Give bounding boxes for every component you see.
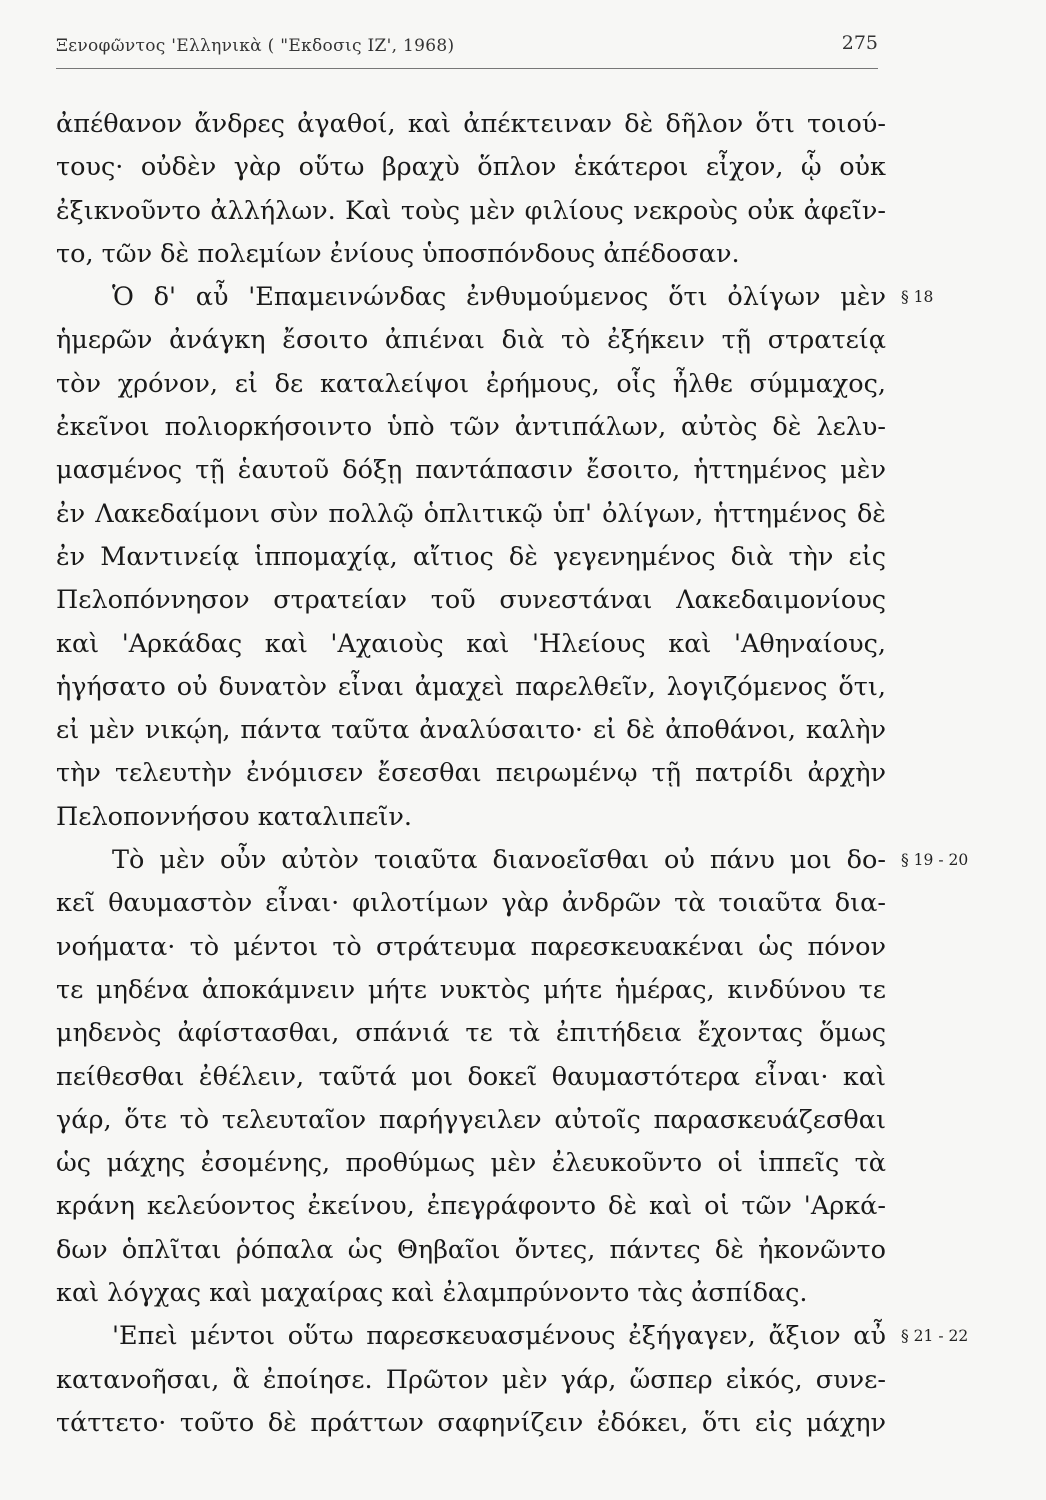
line-text: πείθεσθαι ἐθέλειν, ταῦτά μοι δοκεῖ θαυμαστότερα εἶναι· καὶ [56, 1061, 886, 1092]
text-line [56, 1229, 896, 1272]
line-text: τους· οὐδὲν γὰρ οὕτω βραχὺ ὅπλον ἑκάτεροι εἶχον, ᾧ οὐκ [56, 152, 886, 183]
text-line [56, 709, 896, 752]
text-line [56, 1012, 896, 1055]
text-line [56, 1142, 896, 1185]
line-text: τε μηδένα ἀποκάμνειν μήτε νυκτὸς μήτε ἡμέρας, κινδύνου τε [56, 974, 886, 1005]
text-line [56, 1056, 896, 1099]
body-text [56, 103, 969, 1445]
line-text: τὸν χρόνον, εἰ δε καταλείψοι ἐρήμους, οἷς ἦλθε σύμμαχος, [56, 368, 886, 399]
text-line [56, 926, 896, 969]
line-text: νοήματα· τὸ μέντοι τὸ στράτευμα παρεσκευακέναι ὡς πόνον [56, 931, 886, 962]
section-marker: § 21 - 22 [901, 1327, 969, 1346]
text-line [56, 233, 896, 276]
line-text: τὴν τελευτὴν ἐνόμισεν ἔσεσθαι πειρωμένῳ τῇ πατρίδι ἀρχὴν [56, 758, 886, 789]
line-text: ἐν Μαντινείᾳ ἱππομαχίᾳ, αἴτιος δὲ γεγενημένος διὰ τὴν εἰς [56, 541, 886, 572]
text-line [56, 882, 896, 925]
text-line [56, 493, 896, 536]
line-text: ἐξικνοῦντο ἀλλήλων. Καὶ τοὺς μὲν φιλίους νεκροὺς οὐκ ἀφεῖν- [56, 195, 886, 226]
section-marker: § 19 - 20 [901, 851, 969, 870]
line-text: Τὸ μὲν οὖν αὐτὸν τοιαῦτα διανοεῖσθαι οὐ πάνυ μοι δο- [112, 845, 886, 876]
line-text: 'Επεὶ μέντοι οὕτω παρεσκευασμένους ἐξήγαγεν, ἄξιον αὖ [112, 1321, 886, 1352]
text-line [56, 969, 896, 1012]
text-line [56, 276, 934, 319]
line-text: Πελοπόννησον στρατείαν τοῦ συνεστάναι Λακεδαιμονίους [56, 585, 886, 616]
line-text: καὶ 'Αρκάδας καὶ 'Αχαιοὺς καὶ 'Ηλείους καὶ 'Αθηναίους, [56, 628, 886, 659]
text-line [56, 406, 896, 449]
text-line [56, 752, 896, 795]
line-text: εἰ μὲν νικῴη, πάντα ταῦτα ἀναλύσαιτο· εἰ δὲ ἀποθάνοι, καλὴν [56, 715, 886, 746]
line-text: Πελοποννήσου καταλιπεῖν. [56, 801, 412, 832]
text-line [56, 1099, 896, 1142]
text-line [56, 1272, 896, 1315]
text-line [56, 1185, 896, 1228]
running-title: Ξενοφῶντος 'Ελληνικὰ ( "Εκδοσις ΙΖ', 1968) [56, 36, 455, 56]
text-line [56, 319, 896, 362]
text-line [56, 579, 896, 622]
text-line [56, 103, 896, 146]
text-line [56, 1315, 969, 1358]
running-header [56, 32, 878, 69]
line-text: το, τῶν δὲ πολεμίων ἐνίους ὑποσπόνδους ἀπέδοσαν. [56, 238, 740, 269]
text-line [56, 363, 896, 406]
text-line [56, 536, 896, 579]
text-line [56, 190, 896, 233]
line-text: τάττετο· τοῦτο δὲ πράττων σαφηνίζειν ἐδόκει, ὅτι εἰς μάχην [56, 1407, 886, 1438]
text-line [56, 796, 896, 839]
line-text: γάρ, ὅτε τὸ τελευταῖον παρήγγειλεν αὐτοῖς παρασκευάζεσθαι [56, 1104, 886, 1135]
text-line [56, 1402, 896, 1445]
line-text: ἐν Λακεδαίμονι σὺν πολλῷ ὁπλιτικῷ ὑπ' ὀλίγων, ἡττημένος δὲ [56, 498, 886, 529]
section-marker: § 18 [901, 288, 934, 307]
text-line [56, 623, 896, 666]
text-line [56, 839, 969, 882]
line-text: μηδενὸς ἀφίστασθαι, σπάνιά τε τὰ ἐπιτήδεια ἔχοντας ὅμως [56, 1018, 886, 1049]
text-line [56, 1359, 896, 1402]
line-text: ἀπέθανον ἄνδρες ἀγαθοί, καὶ ἀπέκτειναν δὲ δῆλον ὅτι τοιού- [56, 109, 886, 139]
text-line [56, 666, 896, 709]
line-text: Ὁ δ' αὖ 'Επαμεινώνδας ἐνθυμούμενος ὅτι ὀλίγων μὲν [112, 282, 886, 313]
line-text: κεῖ θαυμαστὸν εἶναι· φιλοτίμων γὰρ ἀνδρῶν τὰ τοιαῦτα δια- [56, 888, 886, 919]
line-text: κατανοῆσαι, ἃ ἐποίησε. Πρῶτον μὲν γάρ, ὥσπερ εἰκός, συνε- [56, 1364, 886, 1395]
line-text: ἐκεῖνοι πολιορκήσοιντο ὑπὸ τῶν ἀντιπάλων, αὐτὸς δὲ λελυ- [56, 412, 886, 443]
line-text: μασμένος τῇ ἑαυτοῦ δόξῃ παντάπασιν ἔσοιτο, ἡττημένος μὲν [56, 455, 886, 486]
text-line [56, 146, 896, 189]
line-text: ἡγήσατο οὐ δυνατὸν εἶναι ἀμαχεὶ παρελθεῖν, λογιζόμενος ὅτι, [56, 671, 886, 702]
line-text: κράνη κελεύοντος ἐκείνου, ἐπεγράφοντο δὲ καὶ οἱ τῶν 'Αρκά- [56, 1191, 886, 1222]
line-text: καὶ λόγχας καὶ μαχαίρας καὶ ἐλαμπρύνοντο τὰς ἀσπίδας. [56, 1278, 808, 1309]
page-number: 275 [841, 32, 878, 54]
line-text: ὡς μάχης ἐσομένης, προθύμως μὲν ἐλευκοῦντο οἱ ἱππεῖς τὰ [56, 1148, 886, 1179]
line-text: ἡμερῶν ἀνάγκη ἔσοιτο ἀπιέναι διὰ τὸ ἐξήκειν τῇ στρατείᾳ [56, 325, 886, 356]
text-line [56, 449, 896, 492]
line-text: δων ὁπλῖται ῥόπαλα ὡς Θηβαῖοι ὄντες, πάντες δὲ ἠκονῶντο [56, 1234, 886, 1265]
